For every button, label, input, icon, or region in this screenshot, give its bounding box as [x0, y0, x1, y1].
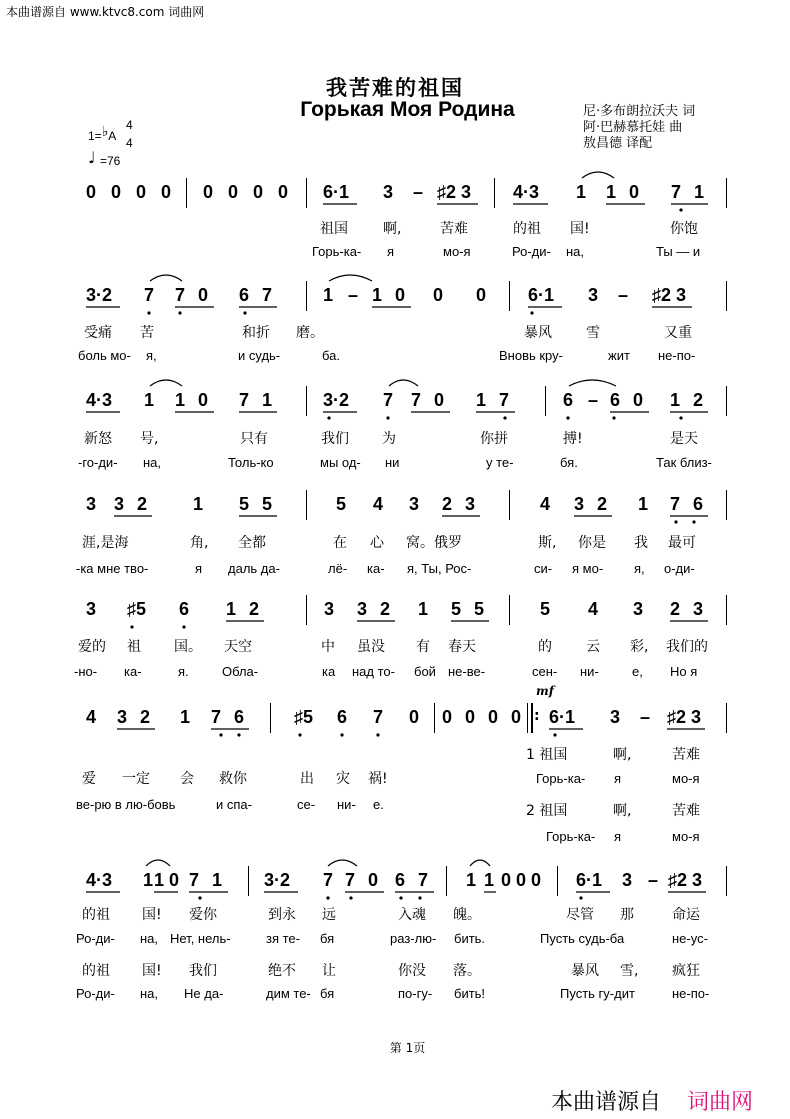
lyric-cn: 祖 — [127, 639, 141, 655]
lyric-cn: 苦难 — [440, 221, 468, 237]
lyric-cn: 暴风 — [571, 963, 599, 979]
lyric-cn: 角, — [190, 535, 209, 551]
lyric-ru: мы од- — [320, 455, 361, 470]
lyric-ru: е. — [373, 797, 384, 812]
note-group: 1 — [484, 870, 495, 890]
octave-dot — [679, 208, 682, 211]
note-group: 7 — [383, 390, 394, 410]
key-note: A — [108, 129, 117, 143]
lyric-ru: жит — [608, 348, 630, 363]
lyric-ru: на, — [566, 244, 585, 259]
note-group: 4 — [86, 707, 97, 727]
lyric-ru: ни — [385, 455, 400, 470]
note-group: 7 0 — [345, 870, 383, 890]
lyric-cn: 魄。 — [453, 907, 481, 923]
lyric-cn: 苦 — [140, 325, 154, 341]
composer-credit: 阿·巴赫慕托娃 曲 — [583, 120, 683, 135]
lyric-cn: 和折 — [242, 325, 270, 341]
note-group: 6·1 — [576, 870, 603, 890]
lyric-cn: 你拼 — [480, 431, 508, 447]
lyric-ru: я — [387, 244, 395, 259]
lyric-cn: 灾 — [336, 771, 350, 787]
octave-dot — [530, 311, 533, 314]
lyric-ru: Пусть судь-ба — [540, 931, 625, 946]
lyric-ru: я — [195, 561, 203, 576]
lyric-cn: 落。 — [453, 963, 481, 979]
note-group: 6·1 — [549, 707, 576, 727]
octave-dot — [237, 733, 240, 736]
lyric-cn: 彩, — [630, 639, 649, 655]
lyric-ru: я, — [634, 561, 645, 576]
note-group: 1 0 — [372, 285, 410, 305]
octave-dot — [386, 416, 389, 419]
note-group: 3 2 — [357, 599, 395, 619]
lyric-cn: 搏! — [563, 431, 583, 447]
note-group: 3 — [588, 285, 599, 305]
page-number: 第 1页 — [389, 1041, 426, 1055]
octave-dot — [182, 625, 185, 628]
site-header-text: 本曲谱源自 www.ktvc8.com 词曲网 — [6, 5, 205, 19]
lyric-cn: 国! — [142, 963, 162, 979]
lyric-cn: 又重 — [664, 325, 692, 341]
footer-brand-name[interactable]: 词曲网 — [687, 1090, 754, 1115]
lyric-cn: 国。 — [174, 639, 202, 655]
note-group: 5 5 — [451, 599, 489, 619]
note-group: 1 0 — [606, 182, 644, 202]
note-group: 1 — [323, 285, 334, 305]
note-group: 1 — [193, 494, 204, 514]
footer-brand-text: 本曲谱源自 — [551, 1090, 662, 1115]
lyric-ru: не-ве- — [448, 664, 486, 679]
lyric-cn: 会 — [180, 771, 194, 787]
lyric-cn: 有 — [416, 639, 430, 655]
octave-dot — [130, 625, 133, 628]
lyric-ru: я, — [146, 348, 157, 363]
lyric-ru: раз-лю- — [390, 931, 437, 946]
note-group: 1 — [638, 494, 649, 514]
note-group: 4·3 — [86, 870, 113, 890]
note-group: 4 — [540, 494, 551, 514]
lyric-cn: 磨。 — [296, 325, 324, 341]
note-group: 1 — [466, 870, 477, 890]
octave-dot — [298, 733, 301, 736]
lyric-ru: сен- — [532, 664, 558, 679]
lyric-ru: -но- — [74, 664, 98, 679]
octave-dot — [326, 896, 329, 899]
lyric-ru: на, — [143, 455, 162, 470]
note-group: 6 0 — [610, 390, 648, 410]
note-group: 4·3 — [86, 390, 113, 410]
title-russian: Горькая Моя Родина — [300, 98, 515, 121]
note-group: – — [618, 285, 629, 305]
repeat-dots-icon: : — [534, 708, 540, 724]
note-group: 3 2 — [117, 707, 155, 727]
lyric-cn: 那 — [620, 907, 634, 923]
lyric-cn: 一定 — [122, 771, 150, 787]
note-group: 3 2 — [574, 494, 612, 514]
note-group: 3 — [622, 870, 633, 890]
note-group: 3 — [610, 707, 621, 727]
lyric-cn: 的祖 — [82, 907, 110, 923]
lyric-ru: Вновь кру- — [499, 348, 563, 363]
note-group: 7 6 — [211, 707, 249, 727]
octave-dot — [418, 896, 421, 899]
lyric-ru: не-ус- — [672, 931, 708, 946]
lyric-ru: ве-рю в лю-бовь — [76, 797, 176, 812]
octave-dot — [674, 520, 677, 523]
lyric-cn: 啊, — [613, 803, 632, 819]
lyric-ru: ка- — [367, 561, 385, 576]
note-group: 0 0 0 0 — [86, 182, 177, 202]
tie-mark — [328, 860, 357, 866]
lyric-ru: Ро-ди- — [76, 986, 115, 1001]
note-group: 3 2 — [114, 494, 152, 514]
lyric-ru: Ро-ди- — [512, 244, 551, 259]
octave-dot — [243, 311, 246, 314]
lyric-ru: Пусть гу-дит — [560, 986, 635, 1001]
lyric-cn: 祖国 — [320, 221, 348, 237]
note-group: 2 3 — [670, 599, 708, 619]
lyric-ru: даль да- — [228, 561, 280, 576]
lyric-ru: на, — [140, 986, 159, 1001]
octave-dot — [679, 416, 682, 419]
note-group: 7 1 — [239, 390, 277, 410]
lyric-cn: 涯,是海 — [82, 535, 129, 551]
lyric-ru: я — [614, 829, 622, 844]
lyric-ru: мо-я — [443, 244, 471, 259]
lyric-cn: 全都 — [238, 535, 266, 551]
lyric-ru: я. — [178, 664, 189, 679]
lyric-cn: 雪 — [586, 325, 600, 341]
lyric-cn: 远 — [322, 907, 336, 923]
lyric-ru: бить. — [454, 931, 486, 946]
lyric-cn: 斯, — [538, 535, 557, 551]
note-group: 1 0 — [154, 870, 180, 890]
note-group: 2 3 — [442, 494, 480, 514]
octave-dot — [198, 896, 201, 899]
note-group: 3 — [383, 182, 394, 202]
octave-dot — [612, 416, 615, 419]
note-group: 0 0 0 — [501, 870, 542, 890]
lyric-cn: 的 — [538, 639, 552, 655]
note-group: 7 6 — [670, 494, 708, 514]
lyric-ru: о-ди- — [664, 561, 695, 576]
tie-mark — [150, 275, 182, 281]
lyric-cn: 只有 — [240, 431, 268, 447]
note-group: 3 — [86, 599, 97, 619]
lyric-cn: 云 — [586, 639, 600, 655]
lyric-cn: 心 — [370, 535, 384, 551]
lyric-ru: бя — [320, 986, 335, 1001]
lyric-cn: 你没 — [398, 963, 426, 979]
time-sig-bottom: 4 — [126, 136, 133, 150]
note-group: – — [640, 707, 651, 727]
note-group: 7 — [373, 707, 384, 727]
lyric-ru: Горь-ка- — [312, 244, 362, 259]
lyric-ru: я, Ты, Рос- — [407, 561, 472, 576]
lyric-cn: 命运 — [672, 907, 700, 923]
lyric-ru: бя. — [560, 455, 578, 470]
note-group: 1 — [418, 599, 429, 619]
lyric-cn: 我们的 — [666, 639, 708, 655]
lyric-ru: Ро-ди- — [76, 931, 115, 946]
note-group: 7 1 — [189, 870, 227, 890]
lyric-cn: 是天 — [670, 431, 698, 447]
note-group: 0 — [409, 707, 420, 727]
note-group: 3·2 — [264, 870, 291, 890]
lyric-ru: и спа- — [216, 797, 252, 812]
note-group: 3 — [633, 599, 644, 619]
lyric-ru: бить! — [454, 986, 486, 1001]
tie-mark — [582, 172, 614, 178]
lyric-cn: 尽管 — [566, 907, 594, 923]
lyric-ru: у те- — [486, 455, 514, 470]
lyric-cn: 爱你 — [189, 907, 217, 923]
lyric-ru: бя — [320, 931, 335, 946]
lyric-cn: 入魂 — [398, 907, 426, 923]
lyric-cn: 2 祖国 — [526, 803, 568, 819]
lyric-cn: 爱的 — [78, 639, 106, 655]
note-group: 1 7 — [476, 390, 514, 410]
note-group: 3 — [409, 494, 420, 514]
flat-sign: ♭ — [101, 123, 109, 139]
tie-mark — [150, 380, 182, 386]
note-group: 4 — [588, 599, 599, 619]
note-group: 1 — [180, 707, 191, 727]
lyric-cn: 到永 — [268, 907, 296, 923]
note-group: ♯5 — [294, 707, 314, 727]
lyric-cn: 新怒 — [84, 431, 112, 447]
octave-dot — [327, 416, 330, 419]
note-group: 1 — [576, 182, 587, 202]
lyric-cn: 国! — [142, 907, 162, 923]
note-group: 1 2 — [670, 390, 708, 410]
note-group: ♯2 3 — [668, 870, 703, 890]
quarter-note-icon: ♩ — [88, 148, 96, 167]
octave-dot — [376, 733, 379, 736]
lyric-cn: 苦难 — [672, 747, 700, 763]
lyric-cn: 你饱 — [670, 221, 698, 237]
lyric-cn: 祸! — [368, 771, 388, 787]
octave-dot — [219, 733, 222, 736]
octave-dot — [503, 416, 506, 419]
note-group: 1 2 — [226, 599, 264, 619]
octave-dot — [566, 416, 569, 419]
lyric-ru: на, — [140, 931, 159, 946]
note-group: 6·1 — [323, 182, 350, 202]
lyric-ru: боль мо- — [78, 348, 131, 363]
note-group: 1 — [143, 870, 154, 890]
lyric-cn: 我 — [634, 535, 648, 551]
lyric-ru: ка — [322, 664, 336, 679]
lyric-cn: 为 — [382, 431, 396, 447]
lyric-ru: дим те- — [266, 986, 311, 1001]
note-group: – — [348, 285, 359, 305]
tie-mark — [146, 860, 170, 866]
note-group: – — [648, 870, 659, 890]
octave-dot — [178, 311, 181, 314]
lyric-cn: 的祖 — [82, 963, 110, 979]
lyric-cn: 号, — [140, 431, 159, 447]
lyric-cn: 你是 — [578, 535, 606, 551]
lyric-cn: 啊, — [613, 747, 632, 763]
lyric-cn: 在 — [333, 535, 347, 551]
note-group: 3·2 — [86, 285, 113, 305]
note-group: 7 1 — [671, 182, 709, 202]
lyric-cn: 受痛 — [84, 325, 112, 341]
note-group: 3 — [324, 599, 335, 619]
title-chinese: 我苦难的祖国 — [326, 75, 464, 100]
lyric-cn: 出 — [300, 771, 314, 787]
note-group: ♯2 3 — [667, 707, 702, 727]
note-group: 4·3 — [513, 182, 540, 202]
tie-mark — [569, 380, 616, 386]
lyric-cn: 天空 — [224, 639, 252, 655]
lyric-cn: 虽没 — [357, 639, 385, 655]
lyric-ru: и судь- — [238, 348, 281, 363]
lyric-cn: 雪, — [620, 963, 639, 979]
tie-mark — [470, 860, 490, 866]
dynamic-mark: mf — [536, 684, 554, 698]
lyric-ru: Горь-ка- — [536, 771, 586, 786]
lyric-ru: Нет, нель- — [170, 931, 231, 946]
lyric-ru: -го-ди- — [78, 455, 118, 470]
note-group: 6 7 — [395, 870, 433, 890]
note-group: 5 — [336, 494, 347, 514]
note-group: 5 — [540, 599, 551, 619]
octave-dot — [349, 896, 352, 899]
lyric-cn: 我们 — [189, 963, 217, 979]
note-group: 6 — [563, 390, 574, 410]
octave-dot — [579, 896, 582, 899]
note-group: ♯5 — [127, 599, 147, 619]
lyric-cn: 救你 — [219, 771, 247, 787]
time-sig-top: 4 — [126, 118, 133, 132]
lyric-ru: не-по- — [658, 348, 696, 363]
lyric-cn: 爱 — [82, 771, 96, 787]
octave-dot — [399, 896, 402, 899]
note-group: 6 7 — [239, 285, 277, 305]
lyric-ru: мо-я — [672, 771, 700, 786]
lyric-ru: я — [614, 771, 622, 786]
note-group: – — [588, 390, 599, 410]
lyricist-credit: 尼·多布朗拉沃夫 词 — [583, 104, 696, 119]
note-group: 0 0 0 0 — [203, 182, 294, 202]
note-group: 0 0 — [433, 285, 501, 305]
tie-mark — [389, 380, 418, 386]
lyric-cn: 国! — [570, 221, 590, 237]
lyric-cn: 最可 — [668, 535, 696, 551]
key-prefix: 1= — [88, 129, 102, 143]
lyric-ru: зя те- — [266, 931, 300, 946]
note-group: 3 — [86, 494, 97, 514]
note-group: 7 0 — [411, 390, 449, 410]
lyric-ru: Толь-ко — [228, 455, 274, 470]
lyric-cn: 让 — [322, 963, 336, 979]
lyric-cn: 绝不 — [268, 963, 296, 979]
tempo-value: =76 — [100, 154, 121, 168]
lyric-cn: 的祖 — [513, 221, 541, 237]
lyric-ru: е, — [632, 664, 643, 679]
translator-credit: 敖昌德 译配 — [583, 136, 653, 151]
lyric-ru: си- — [534, 561, 553, 576]
lyric-ru: ни- — [580, 664, 599, 679]
note-group: 7 — [323, 870, 334, 890]
note-group: 3·2 — [323, 390, 350, 410]
note-group: 6·1 — [528, 285, 555, 305]
note-group: ♯2 3 — [652, 285, 687, 305]
lyric-ru: Не да- — [184, 986, 224, 1001]
lyric-cn: 中 — [321, 639, 335, 655]
lyric-ru: се- — [297, 797, 316, 812]
octave-dot — [147, 311, 150, 314]
lyric-ru: лё- — [328, 561, 348, 576]
note-group: 0 0 0 0 — [442, 707, 526, 727]
lyric-ru: по-гу- — [398, 986, 433, 1001]
note-group: 1 0 — [175, 390, 213, 410]
note-group: – — [413, 182, 424, 202]
lyric-ru: мо-я — [672, 829, 700, 844]
lyric-cn: 啊, — [383, 221, 402, 237]
lyric-cn: 苦难 — [672, 803, 700, 819]
lyric-ru: Ты — и — [656, 244, 701, 259]
note-group: 6 — [337, 707, 348, 727]
lyric-ru: бой — [414, 664, 436, 679]
lyric-ru: не-по- — [672, 986, 710, 1001]
lyric-ru: ка- — [124, 664, 142, 679]
lyric-ru: ба. — [322, 348, 340, 363]
note-group: 4 — [373, 494, 384, 514]
lyric-cn: 春天 — [448, 639, 476, 655]
lyric-ru: Горь-ка- — [546, 829, 596, 844]
note-group: 1 — [144, 390, 155, 410]
note-group: 6 — [179, 599, 190, 619]
note-group: 7 — [144, 285, 155, 305]
note-group: 7 0 — [175, 285, 213, 305]
lyric-cn: 我们 — [321, 431, 349, 447]
note-group: 5 5 — [239, 494, 277, 514]
note-group: ♯2 3 — [437, 182, 472, 202]
tie-mark — [329, 275, 372, 281]
lyric-ru: Так близ- — [656, 455, 712, 470]
lyric-cn: 暴风 — [524, 325, 552, 341]
octave-dot — [340, 733, 343, 736]
lyric-ru: Обла- — [222, 664, 259, 679]
lyric-ru: ни- — [337, 797, 356, 812]
lyric-cn: 1 祖国 — [526, 747, 568, 763]
octave-dot — [692, 520, 695, 523]
octave-dot — [553, 733, 556, 736]
lyric-ru: -ка мне тво- — [76, 561, 149, 576]
lyric-cn: 窝。俄罗 — [406, 535, 462, 551]
lyric-cn: 疯狂 — [672, 963, 700, 979]
lyric-ru: Но я — [670, 664, 698, 679]
lyric-ru: я мо- — [572, 561, 604, 576]
lyric-ru: над то- — [352, 664, 395, 679]
